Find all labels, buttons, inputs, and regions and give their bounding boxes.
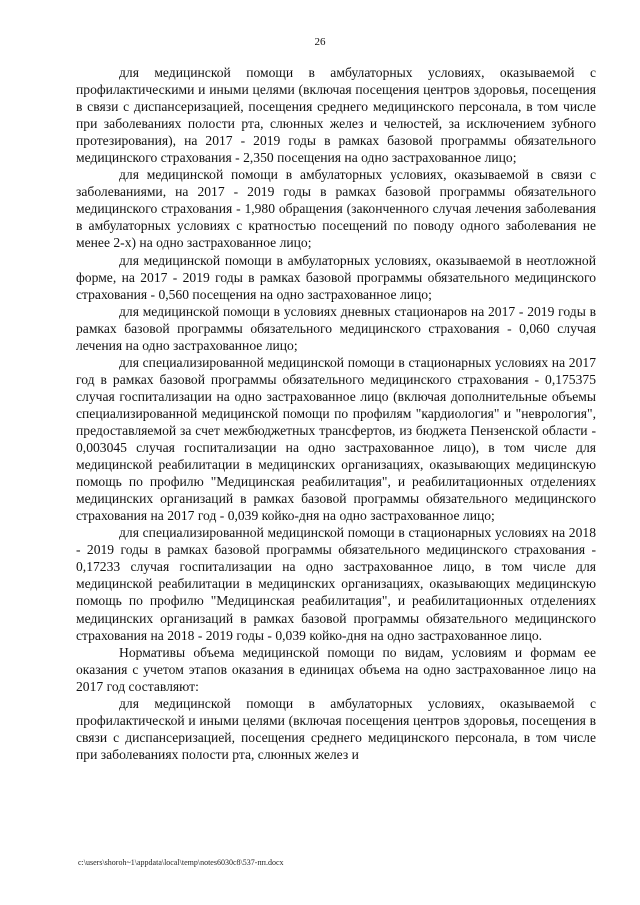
document-body — [76, 64, 596, 763]
paragraph-inpatient-2018-2019: для специализированной медицинской помощи в стационарных условиях на 2018 - 2019 годы в рамках базовой программы обязательного медицинского страхования - 0,17233 случая госпитализации на одно застрахованное лицо, в том числе для медицинской реабилитации в медицинских организациях, оказывающих медицинскую помощь по профилю "Медицинская реабилитация", и реабилитационных отделениях медицинских организаций в рамках базовой программы обязательного медицинского страхования на 2018 - 2019 годы - 0,039 койко-дня на одно застрахованное лицо. — [76, 525, 596, 643]
paragraph-inpatient-2017: для специализированной медицинской помощи в стационарных условиях на 2017 год в рамках базовой программы обязательного медицинского страхования - 0,175375 случая госпитализации на одно застрахованное лицо (включая дополнительные объемы специализированной медицинской помощи по профилям "кардиология" и "неврология", предоставляемой за счет межбюджетных трансфертов, из бюджета Пензенской области - 0,003045 случая госпитализации на одно застрахованное лицо), в том числе для медицинской реабилитации в медицинских организациях, оказывающих медицинскую помощь по профилю "Медицинская реабилитация", и реабилитационных отделениях медицинских организаций в рамках базовой программы обязательного медицинского страхования на 2017 год - 0,039 койко-дня на одно застрахованное лицо; — [76, 354, 596, 524]
paragraph-outpatient-disease: для медицинской помощи в амбулаторных условиях, оказываемой в связи с заболеваниями, на 2017 - 2019 годы в рамках базовой программы обязательного медицинского страхования - 1,980 обращения (законченного случая лечения заболевания в амбулаторных условиях с кратностью посещений по поводу одного заболевания не менее 2-х) на одно застрахованное лицо; — [76, 167, 596, 251]
paragraph-outpatient-urgent: для медицинской помощи в амбулаторных условиях, оказываемой в неотложной форме, на 2017 - 2019 годы в рамках базовой программы обязательного медицинского страхования - 0,560 посещения на одно застрахованное лицо; — [76, 252, 596, 302]
paragraph-outpatient-preventive-2017: для медицинской помощи в амбулаторных условиях, оказываемой с профилактической и иными целями (включая посещения центров здоровья, посещения в связи с диспансеризацией, посещения среднего медицинского персонала, в том числе при заболеваниях полости рта, слюнных желез и — [76, 695, 596, 762]
paragraph-norms-intro: Нормативы объема медицинской помощи по видам, условиям и формам ее оказания с учетом этапов оказания в единицах объема на одно застрахованное лицо на 2017 год составляют: — [76, 644, 596, 694]
paragraph-day-hospital: для медицинской помощи в условиях дневных стационаров на 2017 - 2019 годы в рамках базовой программы обязательного медицинского страхования - 0,060 случая лечения на одно застрахованное лицо; — [76, 303, 596, 353]
footer-file-path: c:\users\shoroh~1\appdata\local\temp\notes6030c8\537-пп.docx — [78, 858, 284, 867]
paragraph-outpatient-preventive: для медицинской помощи в амбулаторных условиях, оказываемой с профилактическими и иными целями (включая посещения центров здоровья, посещения в связи с диспансеризацией, посещения среднего медицинского персонала, в том числе при заболеваниях полости рта, слюнных желез и челюстей, за исключением зубного протезирования), на 2017 - 2019 годы в рамках базовой программы обязательного медицинского страхования - 2,350 посещения на одно застрахованное лицо; — [76, 65, 596, 166]
page-number: 26 — [314, 36, 326, 48]
